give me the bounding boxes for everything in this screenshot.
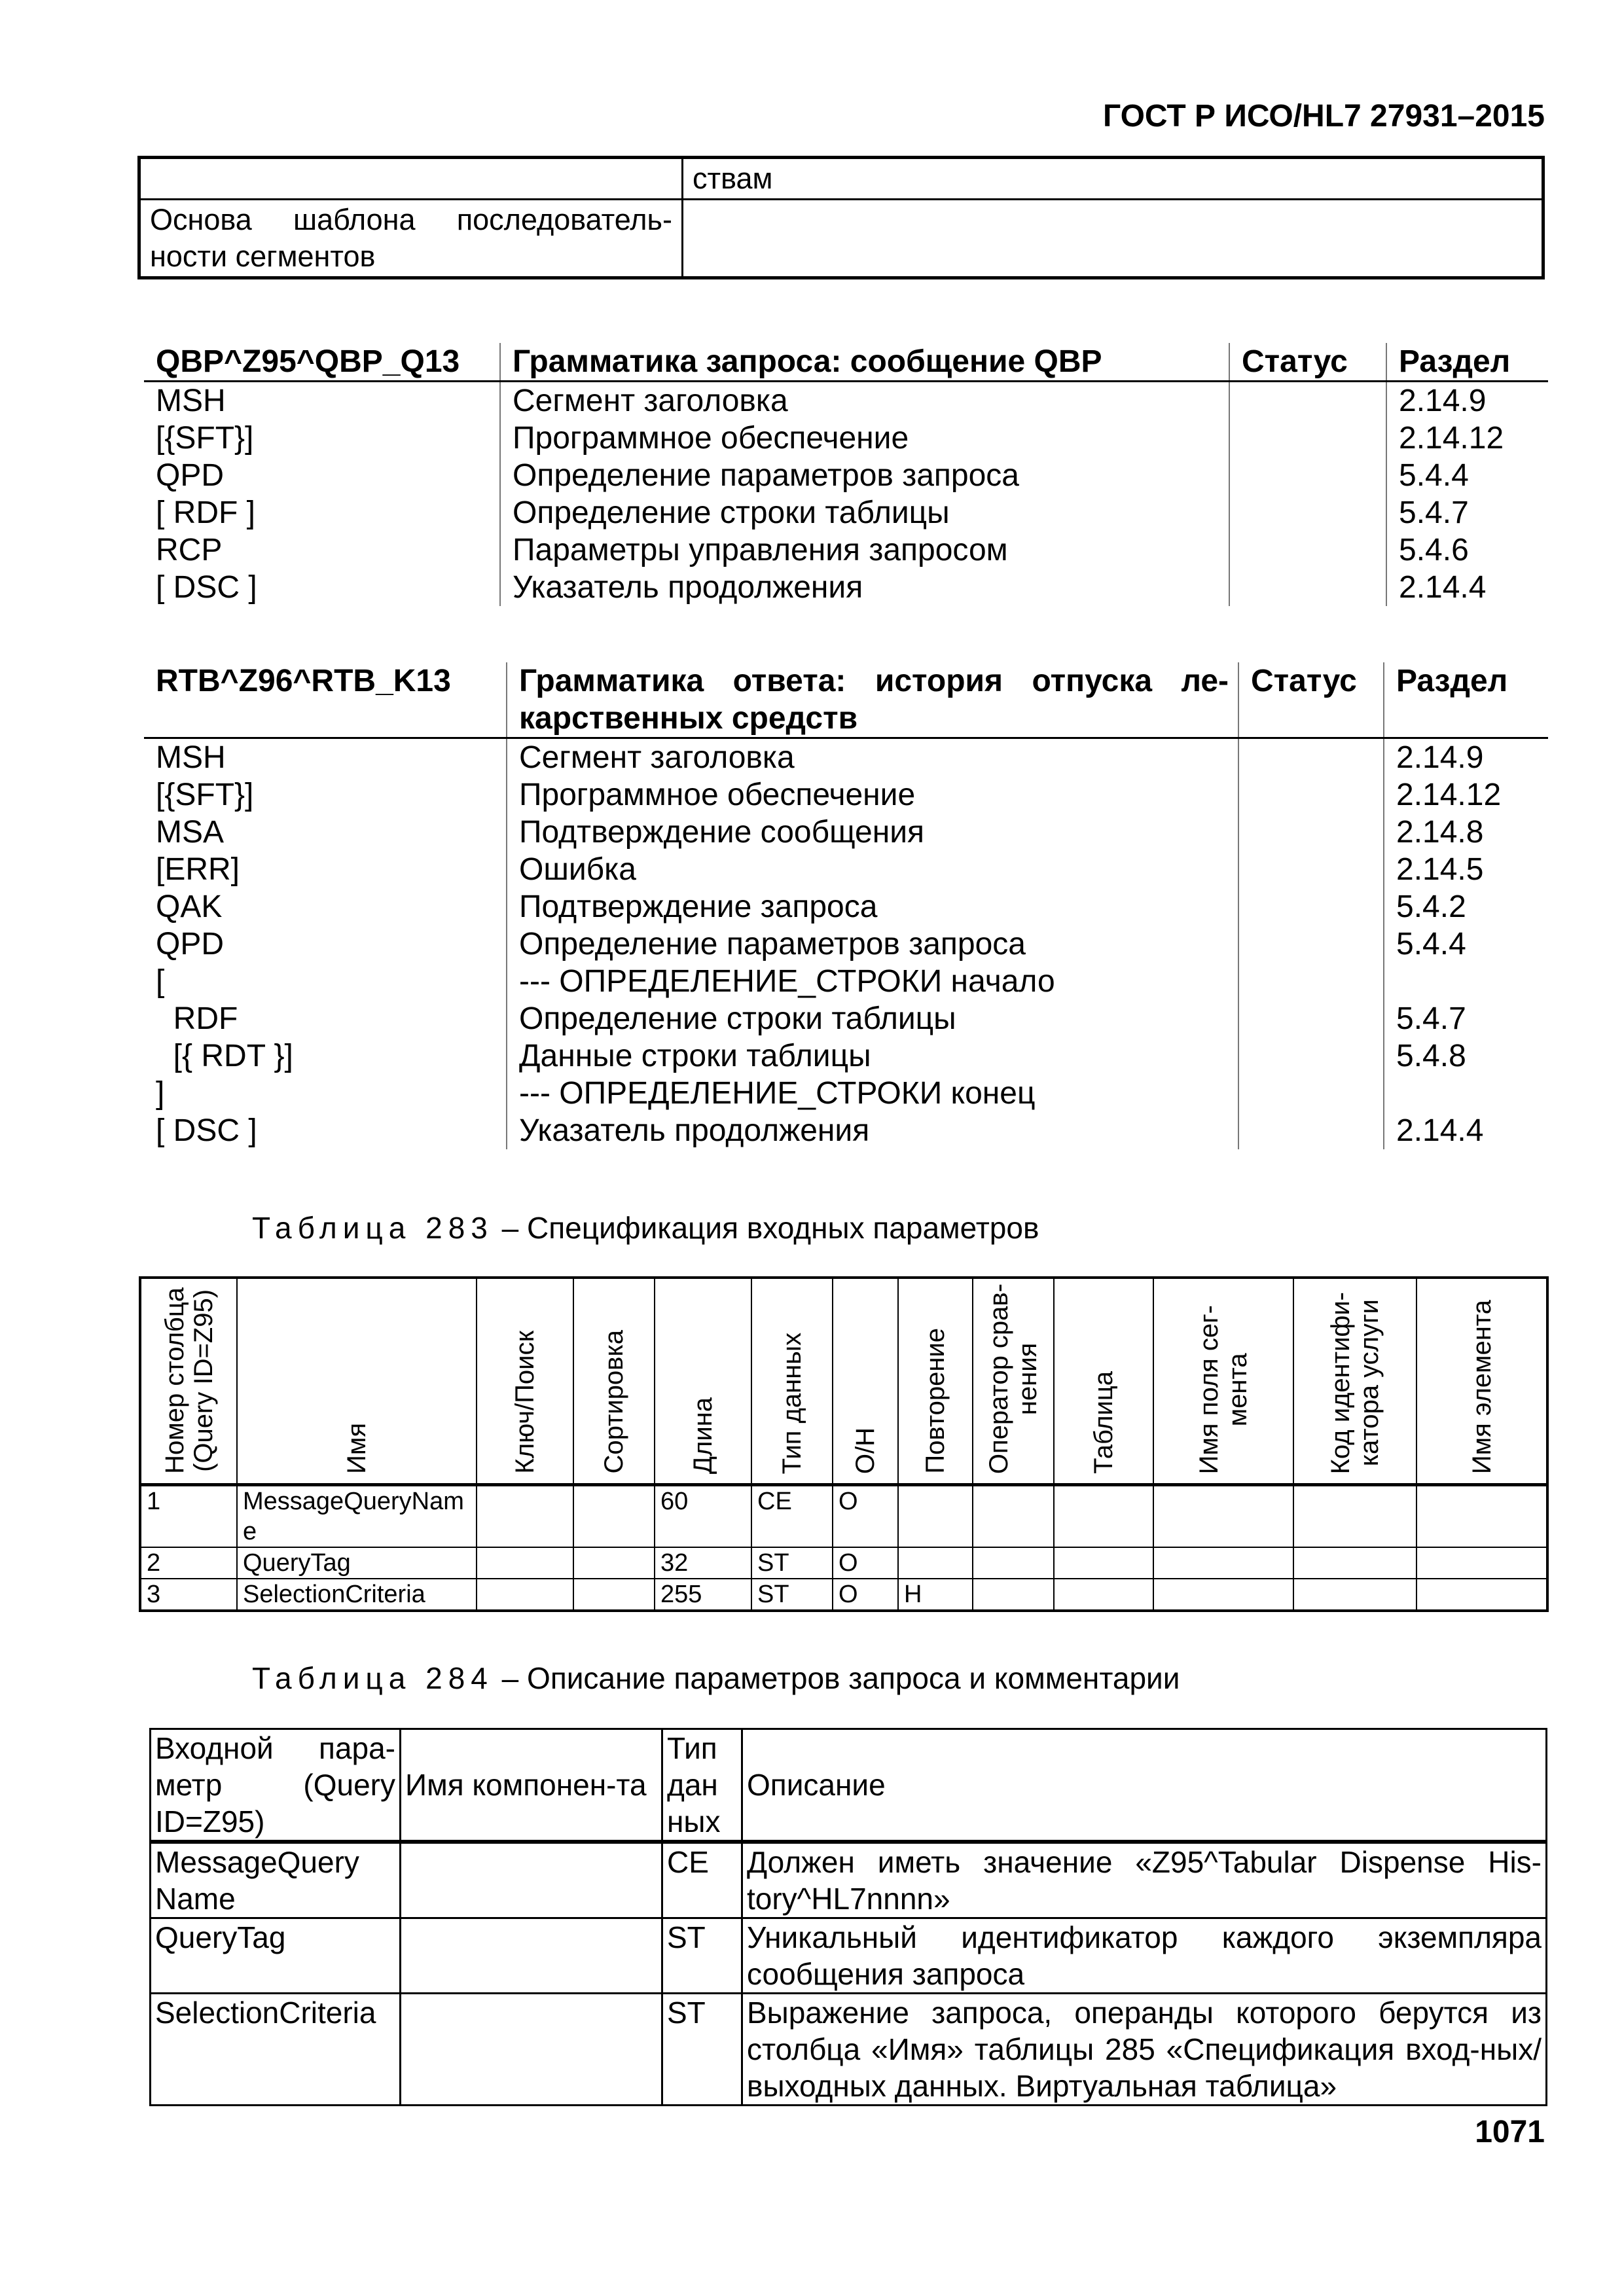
table-cell: Н — [898, 1579, 973, 1611]
caption-title: Спецификация входных параметров — [527, 1211, 1039, 1245]
column-header — [973, 1278, 1054, 1485]
column-header-label: О/Н — [851, 1427, 880, 1474]
table-row — [144, 420, 1548, 457]
table-row — [144, 382, 1548, 420]
table-cell: [{ RDT }] — [156, 1039, 293, 1073]
table-cell: [ RDF ] — [156, 495, 255, 530]
caption-title: Описание параметров запроса и комментарии — [527, 1661, 1180, 1695]
table-row — [144, 963, 1548, 1000]
table-cell: ] — [156, 1076, 165, 1111]
column-header-label: Тип данных — [778, 1332, 806, 1474]
table-cell — [1153, 1485, 1293, 1548]
table-cell — [1229, 531, 1386, 569]
table-cell: 5.4.6 — [1386, 531, 1548, 569]
column-header: Раздел — [1384, 662, 1548, 738]
table-cell: RDF — [156, 1001, 238, 1036]
table-cell — [401, 1994, 662, 2106]
table-cell — [1293, 1485, 1416, 1548]
table-cell: CE — [751, 1485, 833, 1548]
table-row — [144, 457, 1548, 494]
table-row — [139, 200, 1543, 278]
table-cell: 2.14.4 — [1386, 569, 1548, 606]
table-cell — [477, 1485, 573, 1548]
table-cell — [1238, 738, 1384, 777]
table-cell: Ошибка — [507, 851, 1238, 888]
table-cell: SelectionCriteria — [151, 1994, 401, 2106]
column-header: Описание — [742, 1729, 1547, 1842]
table-cell — [973, 1579, 1054, 1611]
table-cell — [1238, 1037, 1384, 1075]
table-cell: О — [833, 1547, 898, 1579]
column-header — [751, 1278, 833, 1485]
table-cell: 5.4.2 — [1384, 888, 1548, 925]
table-cell: [ERR] — [156, 852, 240, 887]
table-cell — [973, 1547, 1054, 1579]
table-cell: Должен иметь значение «Z95^Tabular Dispense His-tory^HL7nnnn» — [742, 1842, 1547, 1918]
table-row — [144, 1037, 1548, 1075]
table-cell — [1229, 382, 1386, 420]
table-cell: RCP — [156, 533, 223, 567]
table-cell: ST — [751, 1547, 833, 1579]
column-header — [1293, 1278, 1416, 1485]
table-cell — [1238, 888, 1384, 925]
table-row — [144, 1112, 1548, 1149]
column-header — [140, 1278, 237, 1485]
rtb-grammar-table — [144, 662, 1548, 1149]
table-cell — [573, 1579, 655, 1611]
table-cell: QAK — [156, 889, 223, 924]
table-cell: Уникальный идентификатор каждого экземпляра сообщения запроса — [742, 1918, 1547, 1994]
column-header: Раздел — [1386, 343, 1548, 382]
table-cell: ST — [662, 1994, 742, 2106]
table-row — [144, 814, 1548, 851]
table-cell — [898, 1485, 973, 1548]
table-cell: Определение параметров запроса — [500, 457, 1229, 494]
table-284 — [149, 1728, 1547, 2106]
table-cell: О — [833, 1485, 898, 1548]
table-cell — [1238, 925, 1384, 963]
column-header — [1054, 1278, 1153, 1485]
table-cell: MSH — [156, 740, 226, 775]
column-header-label: Имя — [342, 1423, 371, 1474]
table-cell — [1238, 814, 1384, 851]
table-cell — [1293, 1547, 1416, 1579]
table-row — [140, 1485, 1547, 1548]
table-cell: Подтверждение сообщения — [507, 814, 1238, 851]
column-header-label: Ключ/Поиск — [511, 1331, 539, 1474]
column-header-label: Код идентифи- катора услуги — [1326, 1291, 1384, 1474]
page-number: 1071 — [1475, 2115, 1545, 2149]
table-cell: 5.4.8 — [1384, 1037, 1548, 1075]
table-cell — [1229, 494, 1386, 531]
table-cell: 2.14.12 — [1386, 420, 1548, 457]
table-cell: Программное обеспечение — [507, 776, 1238, 814]
table-cell: 2.14.9 — [1386, 382, 1548, 420]
table-row — [144, 738, 1548, 777]
column-header: Грамматика ответа: история отпуска ле-карственных средств — [507, 662, 1238, 738]
table-cell — [1384, 963, 1548, 1000]
table-header-row — [144, 662, 1548, 738]
table-cell — [401, 1918, 662, 1994]
table-cell: 1 — [140, 1485, 237, 1548]
table-cell: CE — [662, 1842, 742, 1918]
table-row — [139, 158, 1543, 200]
column-header-label: Номер столбца (Query ID=Z95) — [160, 1287, 218, 1474]
table-cell — [1054, 1485, 1153, 1548]
table-cell: QPD — [156, 927, 225, 961]
table-cell: Выражение запроса, операнды которого берутся из столбца «Имя» таблицы 285 «Спецификация вход-ных/выходных данных. Виртуальная таблица» — [742, 1994, 1547, 2106]
column-header-label: Имя поля сег- мента — [1195, 1304, 1252, 1474]
column-header — [1153, 1278, 1293, 1485]
caption-dash: – — [501, 1211, 528, 1245]
table-cell: ST — [662, 1918, 742, 1994]
table-cell: Указатель продолжения — [500, 569, 1229, 606]
column-header: Тип дан ных — [662, 1729, 742, 1842]
table-cell: 5.4.7 — [1386, 494, 1548, 531]
caption-label: Таблица 283 — [252, 1211, 494, 1245]
table-cell: Сегмент заголовка — [500, 382, 1229, 420]
table-row — [144, 925, 1548, 963]
table-283-caption — [252, 1208, 1039, 1247]
table-header-row — [144, 343, 1548, 382]
table-cell: Указатель продолжения — [507, 1112, 1238, 1149]
table-cell: 32 — [655, 1547, 751, 1579]
table-cell: MessageQuery Name — [151, 1842, 401, 1918]
table-header-row — [151, 1729, 1547, 1842]
table-cell: 3 — [140, 1579, 237, 1611]
table-cell: Сегмент заголовка — [507, 738, 1238, 777]
table-cell: 2.14.5 — [1384, 851, 1548, 888]
column-header: Статус — [1229, 343, 1386, 382]
column-header — [573, 1278, 655, 1485]
table-cell: 2.14.8 — [1384, 814, 1548, 851]
column-header: RTB^Z96^RTB_K13 — [144, 662, 507, 738]
table-cell — [1238, 1112, 1384, 1149]
table-row — [144, 888, 1548, 925]
table-row — [151, 1918, 1547, 1994]
qbp-grammar-table — [144, 343, 1548, 606]
table-cell — [401, 1842, 662, 1918]
column-header: Входной пара-метр (Query ID=Z95) — [151, 1729, 401, 1842]
table-cell: MSA — [156, 815, 225, 850]
column-header — [1416, 1278, 1547, 1485]
table-cell — [1153, 1579, 1293, 1611]
table-cell: QueryTag — [237, 1547, 477, 1579]
table-cell — [1054, 1547, 1153, 1579]
table-row — [140, 1547, 1547, 1579]
table-cell — [1384, 1075, 1548, 1112]
column-header-label: Таблица — [1089, 1371, 1118, 1474]
table-cell — [573, 1485, 655, 1548]
table-283 — [139, 1276, 1549, 1612]
table-cell: --- ОПРЕДЕЛЕНИЕ_СТРОКИ конец — [507, 1075, 1238, 1112]
table-row — [144, 776, 1548, 814]
table-cell — [1054, 1579, 1153, 1611]
table-cell: Основа шаблона последователь-ности сегментов — [139, 200, 683, 278]
column-header-label: Длина — [689, 1397, 717, 1474]
caption-label: Таблица 284 — [252, 1661, 494, 1695]
table-row — [151, 1842, 1547, 1918]
table-cell: Определение строки таблицы — [507, 1000, 1238, 1037]
table-cell — [1416, 1579, 1547, 1611]
column-header — [655, 1278, 751, 1485]
table-row — [144, 531, 1548, 569]
table-cell: ST — [751, 1579, 833, 1611]
table-cell: MessageQueryName — [237, 1485, 477, 1548]
table-cell: MSH — [156, 384, 226, 418]
continuation-table — [137, 156, 1545, 279]
table-cell — [1238, 851, 1384, 888]
table-cell: 2.14.9 — [1384, 738, 1548, 777]
table-cell — [683, 200, 1543, 278]
table-cell — [1229, 457, 1386, 494]
table-cell: [{SFT}] — [156, 421, 254, 456]
table-cell: [{SFT}] — [156, 778, 254, 812]
table-row — [144, 1000, 1548, 1037]
column-header-label: Имя элемента — [1467, 1299, 1496, 1474]
table-cell: 2 — [140, 1547, 237, 1579]
column-header — [833, 1278, 898, 1485]
column-header-label: Сортировка — [600, 1330, 628, 1474]
table-cell: 5.4.4 — [1384, 925, 1548, 963]
column-header: Статус — [1238, 662, 1384, 738]
table-cell — [139, 158, 683, 200]
table-cell: Параметры управления запросом — [500, 531, 1229, 569]
table-row — [144, 494, 1548, 531]
table-row — [144, 1075, 1548, 1112]
table-cell: 255 — [655, 1579, 751, 1611]
table-cell — [1293, 1579, 1416, 1611]
column-header — [477, 1278, 573, 1485]
table-row — [151, 1994, 1547, 2106]
column-header — [237, 1278, 477, 1485]
table-cell — [1238, 963, 1384, 1000]
table-cell — [477, 1579, 573, 1611]
table-cell: 2.14.12 — [1384, 776, 1548, 814]
table-cell: Подтверждение запроса — [507, 888, 1238, 925]
table-cell — [1416, 1485, 1547, 1548]
table-cell: Программное обеспечение — [500, 420, 1229, 457]
table-cell: 60 — [655, 1485, 751, 1548]
table-cell: QueryTag — [151, 1918, 401, 1994]
table-cell: 5.4.4 — [1386, 457, 1548, 494]
table-cell — [477, 1547, 573, 1579]
table-row — [144, 569, 1548, 606]
table-cell: 2.14.4 — [1384, 1112, 1548, 1149]
table-cell: О — [833, 1579, 898, 1611]
table-cell — [1153, 1547, 1293, 1579]
table-cell: SelectionCriteria — [237, 1579, 477, 1611]
table-cell: Определение параметров запроса — [507, 925, 1238, 963]
table-cell: QPD — [156, 458, 225, 493]
table-cell — [573, 1547, 655, 1579]
table-cell: --- ОПРЕДЕЛЕНИЕ_СТРОКИ начало — [507, 963, 1238, 1000]
table-cell — [898, 1547, 973, 1579]
table-cell: [ DSC ] — [156, 1113, 257, 1148]
column-header: Имя компонен-та — [401, 1729, 662, 1842]
caption-dash: – — [501, 1661, 528, 1695]
column-header-label: Оператор срав- нения — [984, 1283, 1042, 1474]
table-cell — [973, 1485, 1054, 1548]
table-cell: ствам — [683, 158, 1543, 200]
table-cell — [1229, 420, 1386, 457]
document-code: ГОСТ Р ИСО/HL7 27931–2015 — [1103, 99, 1545, 134]
table-row — [144, 851, 1548, 888]
table-header-row — [140, 1278, 1547, 1485]
column-header-label: Повторение — [921, 1328, 950, 1474]
table-cell: Определение строки таблицы — [500, 494, 1229, 531]
table-cell — [1416, 1547, 1547, 1579]
table-row — [140, 1579, 1547, 1611]
table-cell: [ DSC ] — [156, 570, 257, 605]
table-cell: 5.4.7 — [1384, 1000, 1548, 1037]
column-header: QBP^Z95^QBP_Q13 — [144, 343, 500, 382]
table-cell — [1238, 1075, 1384, 1112]
table-284-caption — [252, 1659, 1180, 1698]
table-cell: [ — [156, 964, 165, 999]
table-cell — [1238, 1000, 1384, 1037]
table-cell — [1238, 776, 1384, 814]
column-header: Грамматика запроса: сообщение QBP — [500, 343, 1229, 382]
column-header — [898, 1278, 973, 1485]
table-cell: Данные строки таблицы — [507, 1037, 1238, 1075]
table-cell — [1229, 569, 1386, 606]
